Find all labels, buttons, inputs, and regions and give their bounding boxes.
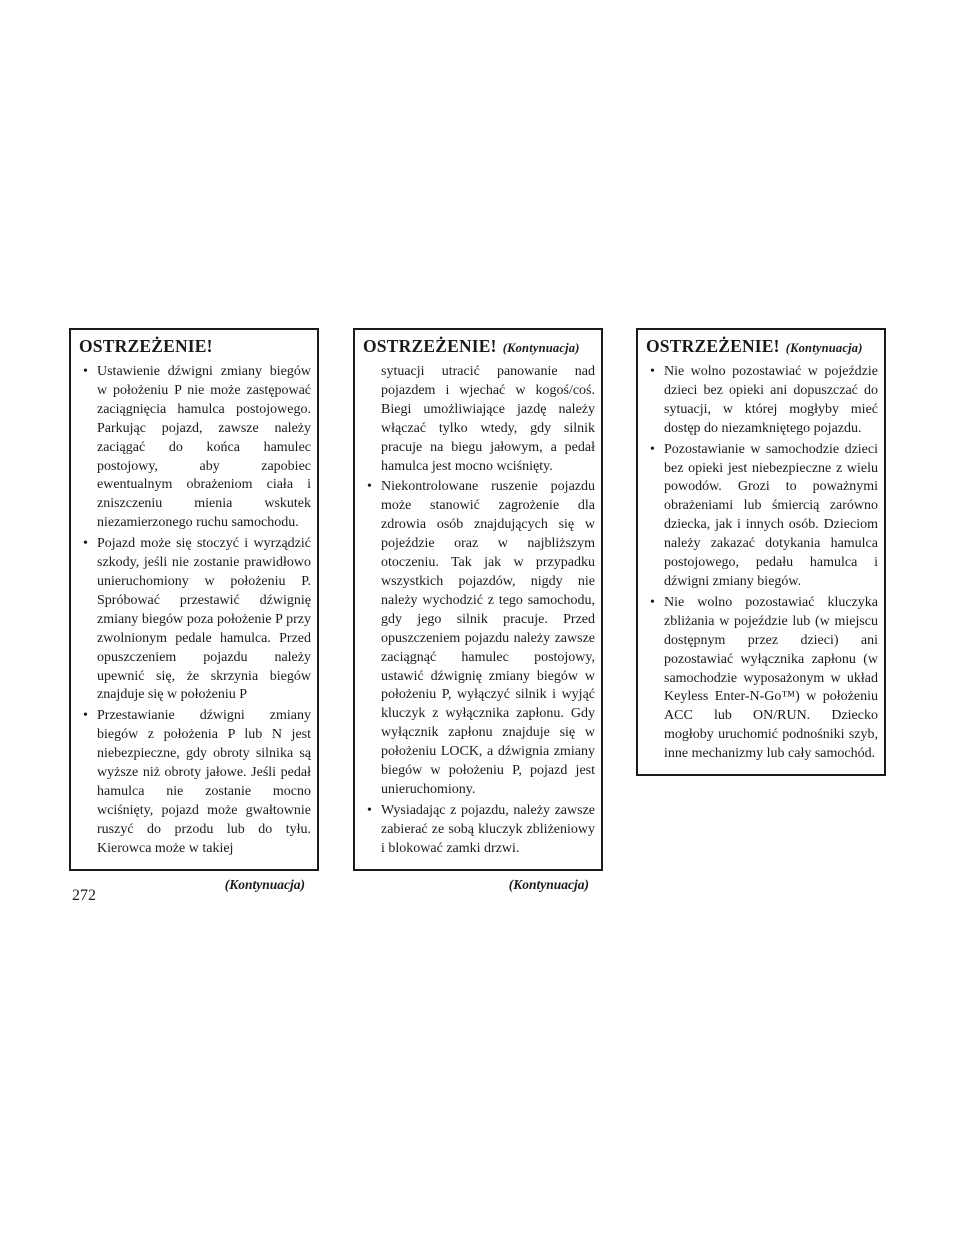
warning-column-2	[353, 328, 603, 893]
warning-title: OSTRZEŻENIE!	[79, 336, 213, 356]
continued-label: (Kontynuacja)	[508, 876, 589, 892]
warning-heading	[363, 336, 595, 357]
warning-column-3	[636, 328, 886, 776]
list-item: • Pojazd może się stoczyć i wyrządzić szkody, jeśli nie zostanie prawidłowo unieruchomiony w położeniu P. Spróbować przestawić dźwignię zmiany biegów poza położenie P przy zwolnionym pedale hamulca. Przed opuszczeniem pojazdu należy upewnić się, że skrzynia biegów znajduje się w położeniu P	[79, 535, 311, 705]
list-item: • Pozostawianie w samochodzie dzieci bez opieki jest niebezpieczne z wielu powodów. Grozi to poważnymi obrażeniami lub śmiercią zarówno dziecka, jak i innych osób. Dzieciom należy zakazać dotykania hamulca postojowego, pedału hamulca i dźwigni zmiany biegów.	[646, 441, 878, 592]
warning-column-1	[69, 328, 319, 893]
warning-title: OSTRZEŻENIE!	[363, 336, 497, 356]
warning-title: OSTRZEŻENIE!	[646, 336, 780, 356]
list-item: • Ustawienie dźwigni zmiany biegów w położeniu P nie może zastępować zaciągnięcia hamulca postojowego. Parkując pojazd, zawsze należy zaciągać do końca hamulec postojowy, aby zapobiec ewentualnym obrażeniom ciała i zniszczeniu mienia wskutek niezamierzonego ruchu samochodu.	[79, 363, 311, 533]
list-item: • Wysiadając z pojazdu, należy zawsze zabierać ze sobą kluczyk zbliżeniowy i blokować zamki drzwi.	[363, 802, 595, 859]
page-number: 272	[72, 887, 96, 904]
heading-continued-label: (Kontynuacja)	[785, 341, 863, 355]
warning-box-2	[353, 328, 603, 871]
list-item: • Nie wolno pozostawiać kluczyka zbliżania w pojeździe lub (w miejscu dostępnym przez dzieci) ani pozostawiać wyłącznika zapłonu (w samochodzie wyposażonym w układ Keyless Enter-N-Go™) w położeniu ACC lub ON/RUN. Dziecko mogłoby uruchomić podnośniki szyb, inne mechanizmy lub cały samochód.	[646, 594, 878, 764]
warning-box-3	[636, 328, 886, 776]
list-item: • Niekontrolowane ruszenie pojazdu może stanowić zagrożenie dla zdrowia osób znajdujących się w pojeździe oraz w najbliższym otoczeniu. Tak jak w przypadku wszystkich pojazdów, nigdy nie należy wychodzić z tego samochodu, gdy jego silnik pracuje. Przed opuszczeniem pojazdu należy zawsze zaciągnąć hamulec postojowy, ustawić dźwignię zmiany biegów w położeniu P, wyłączyć silnik i wyjąć kluczyk z wyłącznika zapłonu. Gdy wyłącznik zapłonu znajduje się w położeniu LOCK, a dźwignia zmiany biegów w położeniu P, pojazd jest unieruchomiony.	[363, 478, 595, 799]
warning-heading	[79, 336, 311, 357]
warning-heading	[646, 336, 878, 357]
warning-box-1	[69, 328, 319, 871]
list-item: • Nie wolno pozostawiać w pojeździe dzieci bez opieki ani dopuszczać do sytuacji, w której mogłyby mieć dostęp do niezamkniętego pojazdu.	[646, 363, 878, 439]
continued-label: (Kontynuacja)	[224, 876, 305, 892]
list-item: • Przestawianie dźwigni zmiany biegów z położenia P lub N jest niebezpieczne, gdy obroty silnika są wyższe niż obroty jałowe. Jeśli pedał hamulca nie zostanie mocno wciśnięty, pojazd może gwałtownie ruszyć do przodu lub do tyłu. Kierowca może w takiej	[79, 707, 311, 858]
continued-paragraph: sytuacji utracić panowanie nad pojazdem i wjechać w kogoś/coś. Biegi umożliwiające jazdę należy włączać tylko wtedy, gdy silnik pracuje na biegu jałowym, a pedał hamulca jest mocno wciśnięty.	[381, 364, 595, 474]
heading-continued-label: (Kontynuacja)	[502, 341, 580, 355]
